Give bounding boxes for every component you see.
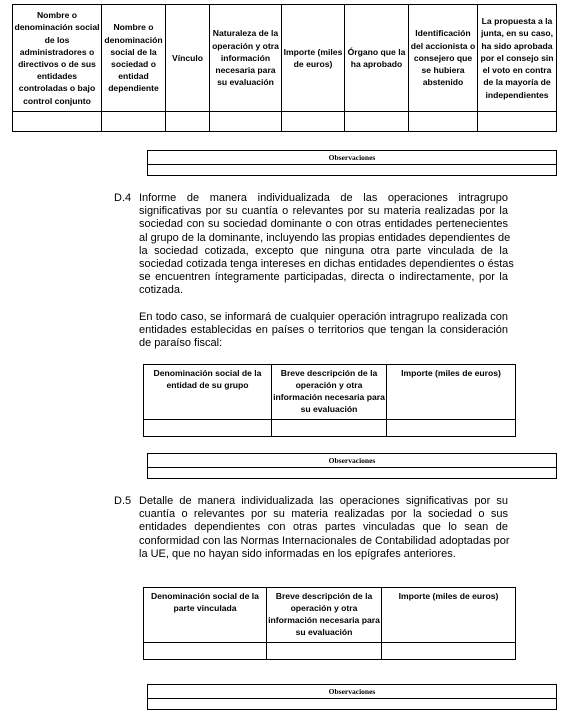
- table-row: [144, 643, 516, 660]
- column-header: Naturaleza de la operación y otra información necesaria para su evaluación: [210, 5, 282, 112]
- text-line: la sociedad cotizada, excepto que ninguna otra parte vinculada de la: [139, 244, 508, 257]
- text-line: Detalle de manera individualizada las operaciones significativas por su: [139, 495, 508, 507]
- observaciones-field[interactable]: [148, 699, 557, 710]
- text-line: sociedad cotizada tenga intereses en dichas entidades dependientes o éstas: [139, 258, 514, 271]
- column-header: Breve descripción de la operación y otra información necesaria para su evaluación: [272, 365, 387, 420]
- section-d4-text-2: [139, 311, 508, 351]
- column-header: Breve descripción de la operación y otra información necesaria para su evaluación: [267, 588, 382, 643]
- table-cell[interactable]: [282, 112, 345, 132]
- text-line: al grupo de la dominante, incluyendo las propias entidades dependientes de: [139, 231, 511, 244]
- table-header-row: [144, 588, 516, 643]
- table-cell[interactable]: [409, 112, 478, 132]
- table-cell[interactable]: [387, 420, 516, 437]
- text-line: Informe de manera individualizada de las operaciones intragrupo: [139, 192, 508, 204]
- text-line: cotizada.: [139, 284, 184, 297]
- column-header: La propuesta a la junta, en su caso, ha sido aprobada por el consejo sin el voto en contra de la mayoría de independientes: [478, 5, 557, 112]
- column-header: Importe (miles de euros): [382, 588, 516, 643]
- table-cell[interactable]: [272, 420, 387, 437]
- observaciones-box: [147, 453, 557, 479]
- related-operations-table: [12, 4, 557, 132]
- intragroup-table: [143, 364, 516, 437]
- table-row: [13, 112, 557, 132]
- observaciones-label: Observaciones: [148, 151, 557, 165]
- text-line: la UE, que no hayan sido informadas en los epígrafes anteriores.: [139, 547, 456, 560]
- related-party-table: [143, 587, 516, 660]
- observaciones-label: Observaciones: [148, 685, 557, 699]
- table-header-row: [144, 365, 516, 420]
- observaciones-field[interactable]: [148, 165, 557, 176]
- table-cell[interactable]: [144, 643, 267, 660]
- text-line: significativas por su cuantía o relevantes por su materia realizadas por la: [139, 205, 508, 218]
- text-line: sociedad con su sociedad dominante o con otras entidades pertenecientes: [139, 218, 508, 231]
- table-row: [144, 420, 516, 437]
- table-cell[interactable]: [13, 112, 102, 132]
- column-header: Vínculo: [166, 5, 210, 112]
- text-line: entidades dependientes con otras partes vinculadas que lo sean de: [139, 521, 508, 534]
- observaciones-label: Observaciones: [148, 454, 557, 468]
- text-line: conformidad con las Normas Internacionales de Contabilidad adoptadas por: [139, 534, 510, 547]
- text-line: entidades establecidas en países o territorios que tengan la consideración: [139, 324, 508, 337]
- table-cell[interactable]: [345, 112, 409, 132]
- text-line: se encuentren íntegramente participadas, directa o indirectamente, por la: [139, 271, 508, 284]
- observaciones-box: [147, 684, 557, 710]
- section-number: D.5: [114, 495, 132, 507]
- text-line: de paraíso fiscal:: [139, 337, 223, 350]
- table-cell[interactable]: [478, 112, 557, 132]
- table-cell[interactable]: [267, 643, 382, 660]
- column-header: Denominación social de la entidad de su grupo: [144, 365, 272, 420]
- column-header: Nombre o denominación social de los administradores o directivos o de sus entidades controladas o bajo control conjunto: [13, 5, 102, 112]
- table-cell[interactable]: [166, 112, 210, 132]
- column-header: Nombre o denominación social de la sociedad o entidad dependiente: [102, 5, 166, 112]
- column-header: Importe (miles de euros): [387, 365, 516, 420]
- table-cell[interactable]: [144, 420, 272, 437]
- text-line: cuantía o relevantes por su materia realizadas por la sociedad o sus: [139, 508, 508, 521]
- table-cell[interactable]: [210, 112, 282, 132]
- column-header: Importe (miles de euros): [282, 5, 345, 112]
- text-line: En todo caso, se informará de cualquier operación intragrupo realizada con: [139, 311, 508, 323]
- section-d5-text: [139, 495, 508, 561]
- column-header: Órgano que la ha aprobado: [345, 5, 409, 112]
- column-header: Identificación del accionista o consejero que se hubiera abstenido: [409, 5, 478, 112]
- observaciones-box: [147, 150, 557, 176]
- observaciones-field[interactable]: [148, 468, 557, 479]
- table-header-row: [13, 5, 557, 112]
- section-d4-text: [139, 192, 514, 298]
- section-number: D.4: [114, 192, 132, 204]
- column-header: Denominación social de la parte vinculada: [144, 588, 267, 643]
- table-cell[interactable]: [382, 643, 516, 660]
- table-cell[interactable]: [102, 112, 166, 132]
